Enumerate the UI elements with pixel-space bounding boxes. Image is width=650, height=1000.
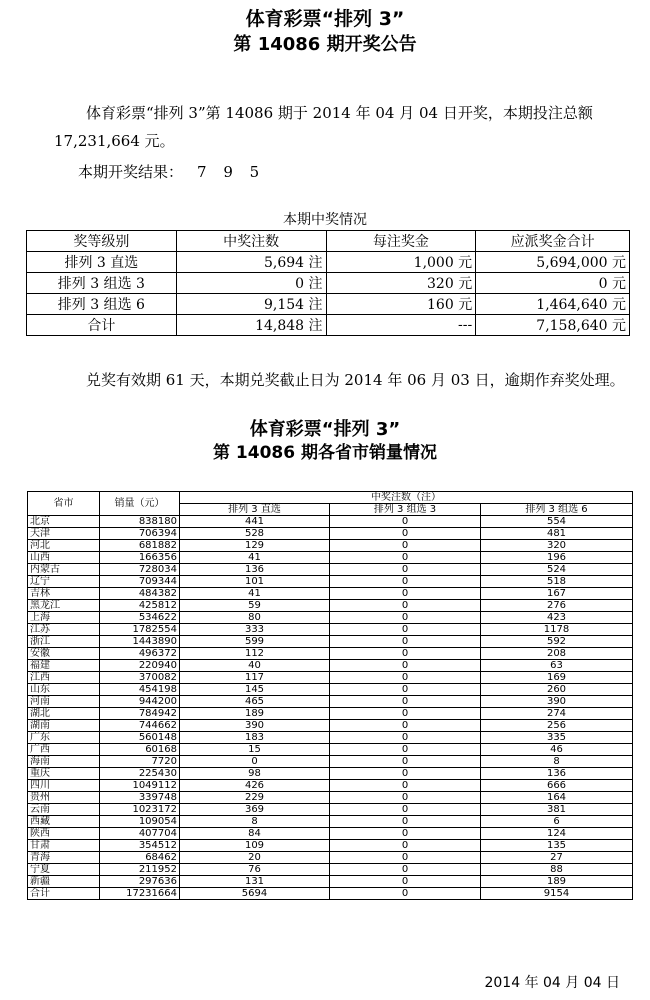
announcement-issue-title: 第 14086 期开奖公告	[233, 34, 417, 55]
prize-cell: 5,694 注	[176, 252, 326, 273]
sales-cell: 183	[180, 732, 330, 744]
sales-cell: 381	[481, 804, 633, 816]
sales-cell: 681882	[100, 540, 180, 552]
sales-cell: 390	[481, 696, 633, 708]
sales-cell: 0	[330, 708, 481, 720]
sales-title: 体育彩票“排列 3”	[249, 419, 401, 440]
sales-cell: 0	[330, 684, 481, 696]
sales-cell: 河北	[28, 540, 100, 552]
sales-cell: 0	[330, 756, 481, 768]
sales-cell: 5694	[180, 888, 330, 900]
sales-subheader-cell: 排列 3 直选	[180, 504, 330, 516]
draw-result	[78, 162, 265, 182]
prize-table-caption: 本期中奖情况	[283, 212, 367, 228]
sales-cell: 112	[180, 648, 330, 660]
sales-cell: 0	[180, 756, 330, 768]
sales-row	[28, 708, 633, 720]
sales-cell: 27	[481, 852, 633, 864]
sales-cell: 84	[180, 828, 330, 840]
prize-row	[27, 252, 630, 273]
sales-cell: 新疆	[28, 876, 100, 888]
sales-cell: 0	[330, 876, 481, 888]
sales-cell: 63	[481, 660, 633, 672]
sales-cell: 15	[180, 744, 330, 756]
sales-row	[28, 576, 633, 588]
sales-row	[28, 648, 633, 660]
sales-cell: 0	[330, 636, 481, 648]
sales-cell: 湖南	[28, 720, 100, 732]
sales-cell: 560148	[100, 732, 180, 744]
sales-cell: 709344	[100, 576, 180, 588]
sales-cell: 599	[180, 636, 330, 648]
sales-cell: 297636	[100, 876, 180, 888]
sales-cell: 554	[481, 516, 633, 528]
prize-table	[26, 230, 630, 336]
sales-cell: 320	[481, 540, 633, 552]
intro-paragraph	[54, 99, 629, 155]
sales-row	[28, 672, 633, 684]
sales-row	[28, 552, 633, 564]
result-label: 本期开奖结果：	[78, 163, 184, 181]
sales-cell: 164	[481, 792, 633, 804]
sales-cell: 0	[330, 804, 481, 816]
sales-cell: 101	[180, 576, 330, 588]
sales-cell: 40	[180, 660, 330, 672]
prize-header-cell: 中奖注数	[176, 231, 326, 252]
sales-cell: 0	[330, 792, 481, 804]
sales-cell: 0	[330, 648, 481, 660]
sales-cell: 海南	[28, 756, 100, 768]
prize-row	[27, 273, 630, 294]
sales-cell: 0	[330, 672, 481, 684]
sales-cell: 山西	[28, 552, 100, 564]
sales-cell: 208	[481, 648, 633, 660]
sales-header-amount: 销量（元）	[100, 492, 180, 516]
sales-cell: 0	[330, 564, 481, 576]
sales-row	[28, 852, 633, 864]
validity-text: 兑奖有效期 61 天，本期兑奖截止日为 2014 年 06 月 03 日，逾期作弃奖处理。	[86, 371, 625, 389]
sales-cell: 20	[180, 852, 330, 864]
announcement-title: 体育彩票“排列 3”	[245, 8, 405, 30]
sales-header-row	[28, 492, 633, 504]
sales-cell: 辽宁	[28, 576, 100, 588]
sales-cell: 7720	[100, 756, 180, 768]
sales-cell: 0	[330, 528, 481, 540]
sales-cell: 88	[481, 864, 633, 876]
sales-subheader-cell: 排列 3 组选 6	[481, 504, 633, 516]
sales-cell: 169	[481, 672, 633, 684]
sales-cell: 425812	[100, 600, 180, 612]
sales-cell: 109054	[100, 816, 180, 828]
sales-cell: 黑龙江	[28, 600, 100, 612]
sales-cell: 0	[330, 588, 481, 600]
prize-cell: 0 元	[476, 273, 630, 294]
prize-cell: 合计	[27, 315, 177, 336]
sales-cell: 湖北	[28, 708, 100, 720]
sales-cell: 465	[180, 696, 330, 708]
sales-cell: 1049112	[100, 780, 180, 792]
prize-cell: 排列 3 组选 3	[27, 273, 177, 294]
sales-cell: 1178	[481, 624, 633, 636]
sales-cell: 76	[180, 864, 330, 876]
sales-cell: 安徽	[28, 648, 100, 660]
sales-cell: 220940	[100, 660, 180, 672]
sales-cell: 167	[481, 588, 633, 600]
sales-row	[28, 840, 633, 852]
sales-cell: 0	[330, 720, 481, 732]
sales-cell: 407704	[100, 828, 180, 840]
sales-row	[28, 804, 633, 816]
sales-row	[28, 624, 633, 636]
sales-cell: 0	[330, 816, 481, 828]
sales-cell: 0	[330, 768, 481, 780]
sales-cell: 189	[180, 708, 330, 720]
sales-cell: 陕西	[28, 828, 100, 840]
sales-cell: 196	[481, 552, 633, 564]
sales-row	[28, 828, 633, 840]
prize-cell: 1,464,640 元	[476, 294, 630, 315]
sales-cell: 484382	[100, 588, 180, 600]
sales-cell: 136	[180, 564, 330, 576]
sales-row	[28, 780, 633, 792]
sales-cell: 135	[481, 840, 633, 852]
sales-subheader-cell: 排列 3 组选 3	[330, 504, 481, 516]
sales-cell: 496372	[100, 648, 180, 660]
sales-cell: 上海	[28, 612, 100, 624]
sales-cell: 145	[180, 684, 330, 696]
sales-cell: 吉林	[28, 588, 100, 600]
prize-cell: ---	[326, 315, 476, 336]
sales-cell: 524	[481, 564, 633, 576]
sales-cell: 441	[180, 516, 330, 528]
sales-row	[28, 768, 633, 780]
sales-cell: 256	[481, 720, 633, 732]
sales-cell: 0	[330, 864, 481, 876]
sales-row	[28, 756, 633, 768]
prize-cell: 160 元	[326, 294, 476, 315]
sales-cell: 0	[330, 612, 481, 624]
prize-cell: 0 注	[176, 273, 326, 294]
sales-cell: 225430	[100, 768, 180, 780]
sales-row	[28, 516, 633, 528]
sales-cell: 333	[180, 624, 330, 636]
sales-row	[28, 600, 633, 612]
sales-cell: 339748	[100, 792, 180, 804]
sales-cell: 68462	[100, 852, 180, 864]
prize-cell: 排列 3 组选 6	[27, 294, 177, 315]
sales-row	[28, 744, 633, 756]
sales-cell: 0	[330, 624, 481, 636]
sales-row	[28, 696, 633, 708]
sales-row	[28, 876, 633, 888]
sales-cell: 天津	[28, 528, 100, 540]
sales-cell: 江苏	[28, 624, 100, 636]
sales-cell: 青海	[28, 852, 100, 864]
sales-cell: 260	[481, 684, 633, 696]
sales-cell: 0	[330, 540, 481, 552]
sales-cell: 838180	[100, 516, 180, 528]
sales-cell: 0	[330, 516, 481, 528]
announcement-date: 2014 年 04 月 04 日	[484, 975, 620, 991]
sales-cell: 166356	[100, 552, 180, 564]
validity-paragraph	[54, 366, 629, 394]
prize-cell: 7,158,640 元	[476, 315, 630, 336]
sales-cell: 云南	[28, 804, 100, 816]
sales-cell: 60168	[100, 744, 180, 756]
prize-cell: 排列 3 直选	[27, 252, 177, 273]
sales-cell: 528	[180, 528, 330, 540]
sales-cell: 浙江	[28, 636, 100, 648]
sales-cell: 41	[180, 588, 330, 600]
sales-cell: 0	[330, 852, 481, 864]
sales-cell: 229	[180, 792, 330, 804]
sales-cell: 423	[481, 612, 633, 624]
sales-subtitle: 第 14086 期各省市销量情况	[213, 443, 437, 463]
sales-cell: 481	[481, 528, 633, 540]
prize-header-cell: 每注奖金	[326, 231, 476, 252]
sales-cell: 370082	[100, 672, 180, 684]
sales-cell: 四川	[28, 780, 100, 792]
sales-row	[28, 888, 633, 900]
intro-text: 体育彩票“排列 3”第 14086 期于 2014 年 04 月 04 日开奖，本期投注总额 17,231,664 元。	[54, 104, 593, 150]
sales-cell: 98	[180, 768, 330, 780]
sales-cell: 西藏	[28, 816, 100, 828]
sales-cell: 59	[180, 600, 330, 612]
sales-cell: 390	[180, 720, 330, 732]
sales-cell: 136	[481, 768, 633, 780]
sales-cell: 贵州	[28, 792, 100, 804]
prize-row	[27, 294, 630, 315]
sales-cell: 福建	[28, 660, 100, 672]
sales-cell: 0	[330, 600, 481, 612]
sales-cell: 9154	[481, 888, 633, 900]
sales-cell: 518	[481, 576, 633, 588]
sales-cell: 728034	[100, 564, 180, 576]
sales-cell: 592	[481, 636, 633, 648]
sales-cell: 369	[180, 804, 330, 816]
sales-cell: 426	[180, 780, 330, 792]
sales-cell: 0	[330, 888, 481, 900]
sales-row	[28, 732, 633, 744]
sales-cell: 0	[330, 744, 481, 756]
sales-row	[28, 684, 633, 696]
prize-cell: 14,848 注	[176, 315, 326, 336]
sales-cell: 666	[481, 780, 633, 792]
sales-table	[27, 491, 633, 900]
sales-cell: 124	[481, 828, 633, 840]
sales-cell: 109	[180, 840, 330, 852]
sales-cell: 河南	[28, 696, 100, 708]
sales-cell: 0	[330, 576, 481, 588]
sales-cell: 0	[330, 780, 481, 792]
sales-cell: 784942	[100, 708, 180, 720]
sales-cell: 744662	[100, 720, 180, 732]
sales-row	[28, 588, 633, 600]
sales-cell: 129	[180, 540, 330, 552]
sales-cell: 内蒙古	[28, 564, 100, 576]
prize-cell: 9,154 注	[176, 294, 326, 315]
sales-cell: 534622	[100, 612, 180, 624]
sales-cell: 江西	[28, 672, 100, 684]
sales-row	[28, 564, 633, 576]
sales-cell: 0	[330, 840, 481, 852]
sales-cell: 41	[180, 552, 330, 564]
sales-row	[28, 792, 633, 804]
sales-cell: 6	[481, 816, 633, 828]
sales-row	[28, 864, 633, 876]
sales-cell: 1782554	[100, 624, 180, 636]
sales-cell: 944200	[100, 696, 180, 708]
sales-cell: 80	[180, 612, 330, 624]
sales-cell: 276	[481, 600, 633, 612]
sales-cell: 广西	[28, 744, 100, 756]
sales-cell: 454198	[100, 684, 180, 696]
sales-row	[28, 612, 633, 624]
sales-cell: 0	[330, 660, 481, 672]
sales-cell: 0	[330, 828, 481, 840]
prize-header-row	[27, 231, 630, 252]
sales-cell: 354512	[100, 840, 180, 852]
sales-cell: 广东	[28, 732, 100, 744]
sales-header-province: 省市	[28, 492, 100, 516]
sales-row	[28, 816, 633, 828]
sales-cell: 宁夏	[28, 864, 100, 876]
sales-cell: 706394	[100, 528, 180, 540]
sales-header-winners: 中奖注数（注）	[180, 492, 633, 504]
sales-cell: 335	[481, 732, 633, 744]
sales-cell: 117	[180, 672, 330, 684]
sales-row	[28, 720, 633, 732]
sales-row	[28, 660, 633, 672]
sales-cell: 17231664	[100, 888, 180, 900]
prize-cell: 5,694,000 元	[476, 252, 630, 273]
sales-row	[28, 528, 633, 540]
sales-cell: 0	[330, 732, 481, 744]
sales-cell: 重庆	[28, 768, 100, 780]
sales-cell: 0	[330, 696, 481, 708]
sales-cell: 1443890	[100, 636, 180, 648]
sales-cell: 8	[180, 816, 330, 828]
sales-cell: 山东	[28, 684, 100, 696]
sales-cell: 北京	[28, 516, 100, 528]
sales-row	[28, 636, 633, 648]
result-digits: 7 9 5	[197, 163, 266, 181]
prize-header-cell: 应派奖金合计	[476, 231, 630, 252]
sales-cell: 0	[330, 552, 481, 564]
prize-cell: 1,000 元	[326, 252, 476, 273]
sales-cell: 46	[481, 744, 633, 756]
sales-cell: 8	[481, 756, 633, 768]
sales-cell: 189	[481, 876, 633, 888]
prize-cell: 320 元	[326, 273, 476, 294]
sales-row	[28, 540, 633, 552]
sales-cell: 1023172	[100, 804, 180, 816]
prize-row	[27, 315, 630, 336]
sales-cell: 合计	[28, 888, 100, 900]
sales-cell: 211952	[100, 864, 180, 876]
sales-cell: 131	[180, 876, 330, 888]
prize-header-cell: 奖等级别	[27, 231, 177, 252]
sales-cell: 274	[481, 708, 633, 720]
sales-cell: 甘肃	[28, 840, 100, 852]
